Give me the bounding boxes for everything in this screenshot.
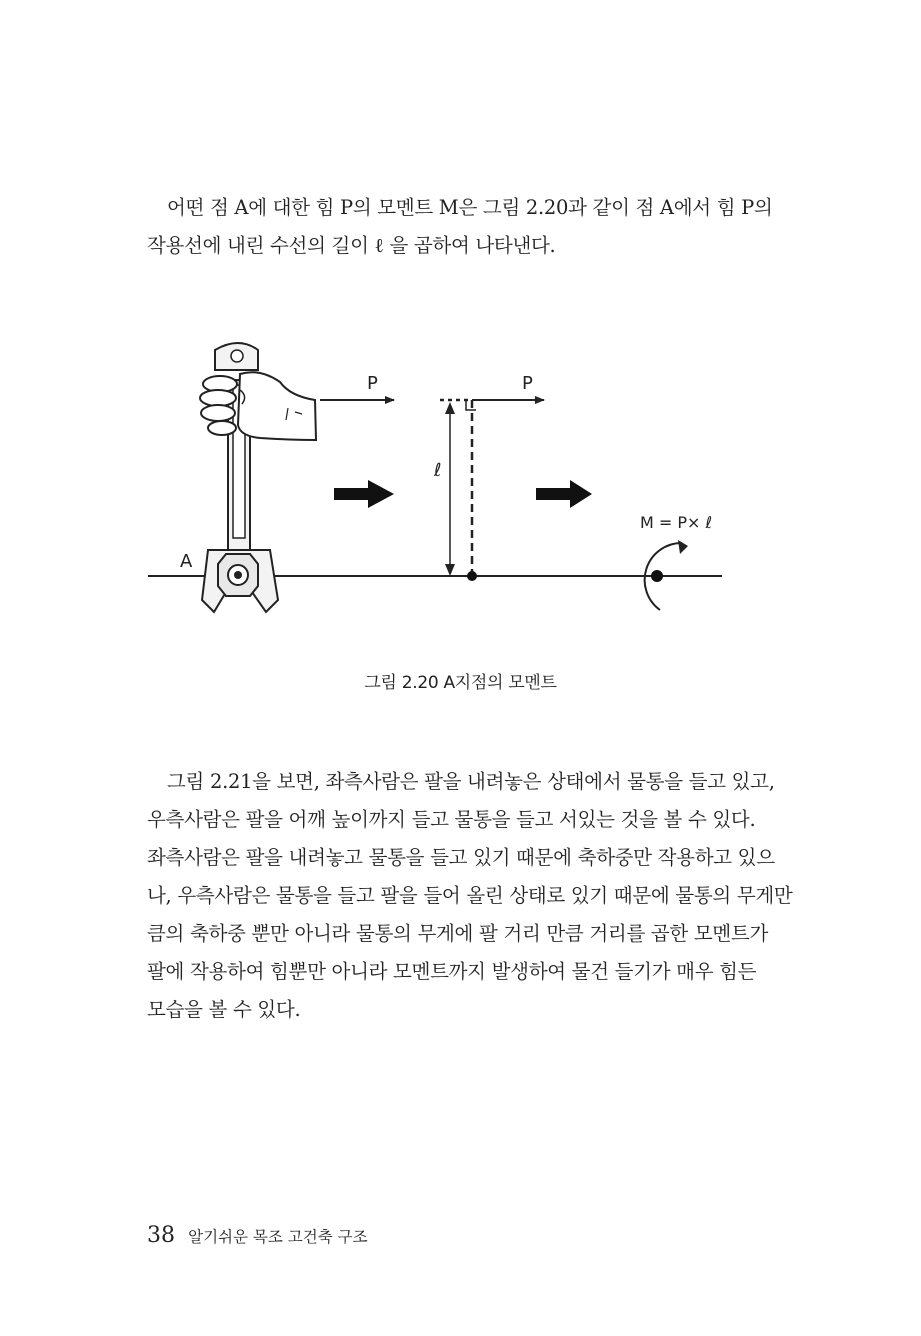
paragraph-line: 모습을 볼 수 있다. xyxy=(147,998,301,1021)
paragraph-moment-definition xyxy=(147,189,777,265)
lever-arm-diagram xyxy=(440,400,544,581)
paragraph-line: 작용선에 내린 수선의 길이 ℓ 을 곱하여 나타낸다. xyxy=(147,234,556,257)
paragraph-line: 우측사람은 팔을 어깨 높이까지 들고 물통을 들고 서있는 것을 볼 수 있다. xyxy=(147,808,756,831)
length-label: ℓ xyxy=(434,460,442,481)
figure-caption: 그림 2.20 A지점의 모멘트 xyxy=(364,673,557,693)
book-title: 알기쉬운 목조 고건축 구조 xyxy=(188,1228,368,1246)
paragraph-line: 그림 2.21을 보면, 좌측사람은 팔을 내려놓은 상태에서 물통을 들고 있고, xyxy=(167,770,775,793)
moment-formula: M = P× ℓ xyxy=(640,513,713,532)
paragraph-line: 팔에 작용하여 힘뿐만 아니라 모멘트까지 발생하여 물건 들기가 매우 힘든 xyxy=(147,960,757,983)
paragraph-arm-example xyxy=(147,763,793,1029)
paragraph-line: 큼의 축하중 뿐만 아니라 물통의 무게에 팔 거리 만큼 거리를 곱한 모멘트가 xyxy=(147,922,768,945)
force-label-1: P xyxy=(367,373,378,394)
wrench-hand-illustration xyxy=(200,343,316,612)
transition-arrow-2 xyxy=(536,480,592,508)
hand-icon xyxy=(200,372,316,440)
pivot-point xyxy=(467,571,477,581)
moment-figure xyxy=(140,340,740,630)
paragraph-line: 어떤 점 A에 대한 힘 P의 모멘트 M은 그림 2.20과 같이 점 A에서 힘 P의 xyxy=(167,196,773,219)
point-label-a: A xyxy=(180,551,193,572)
paragraph-line: 좌측사람은 팔을 내려놓고 물통을 들고 있기 때문에 축하중만 작용하고 있으 xyxy=(147,846,775,869)
force-label-2: P xyxy=(522,373,533,394)
page-number: 38 xyxy=(147,1223,175,1248)
transition-arrow-1 xyxy=(334,480,394,508)
paragraph-line: 나, 우측사람은 물통을 들고 팔을 들어 올린 상태로 있기 때문에 물통의 무게만 xyxy=(147,884,793,907)
page-footer xyxy=(147,1223,368,1248)
